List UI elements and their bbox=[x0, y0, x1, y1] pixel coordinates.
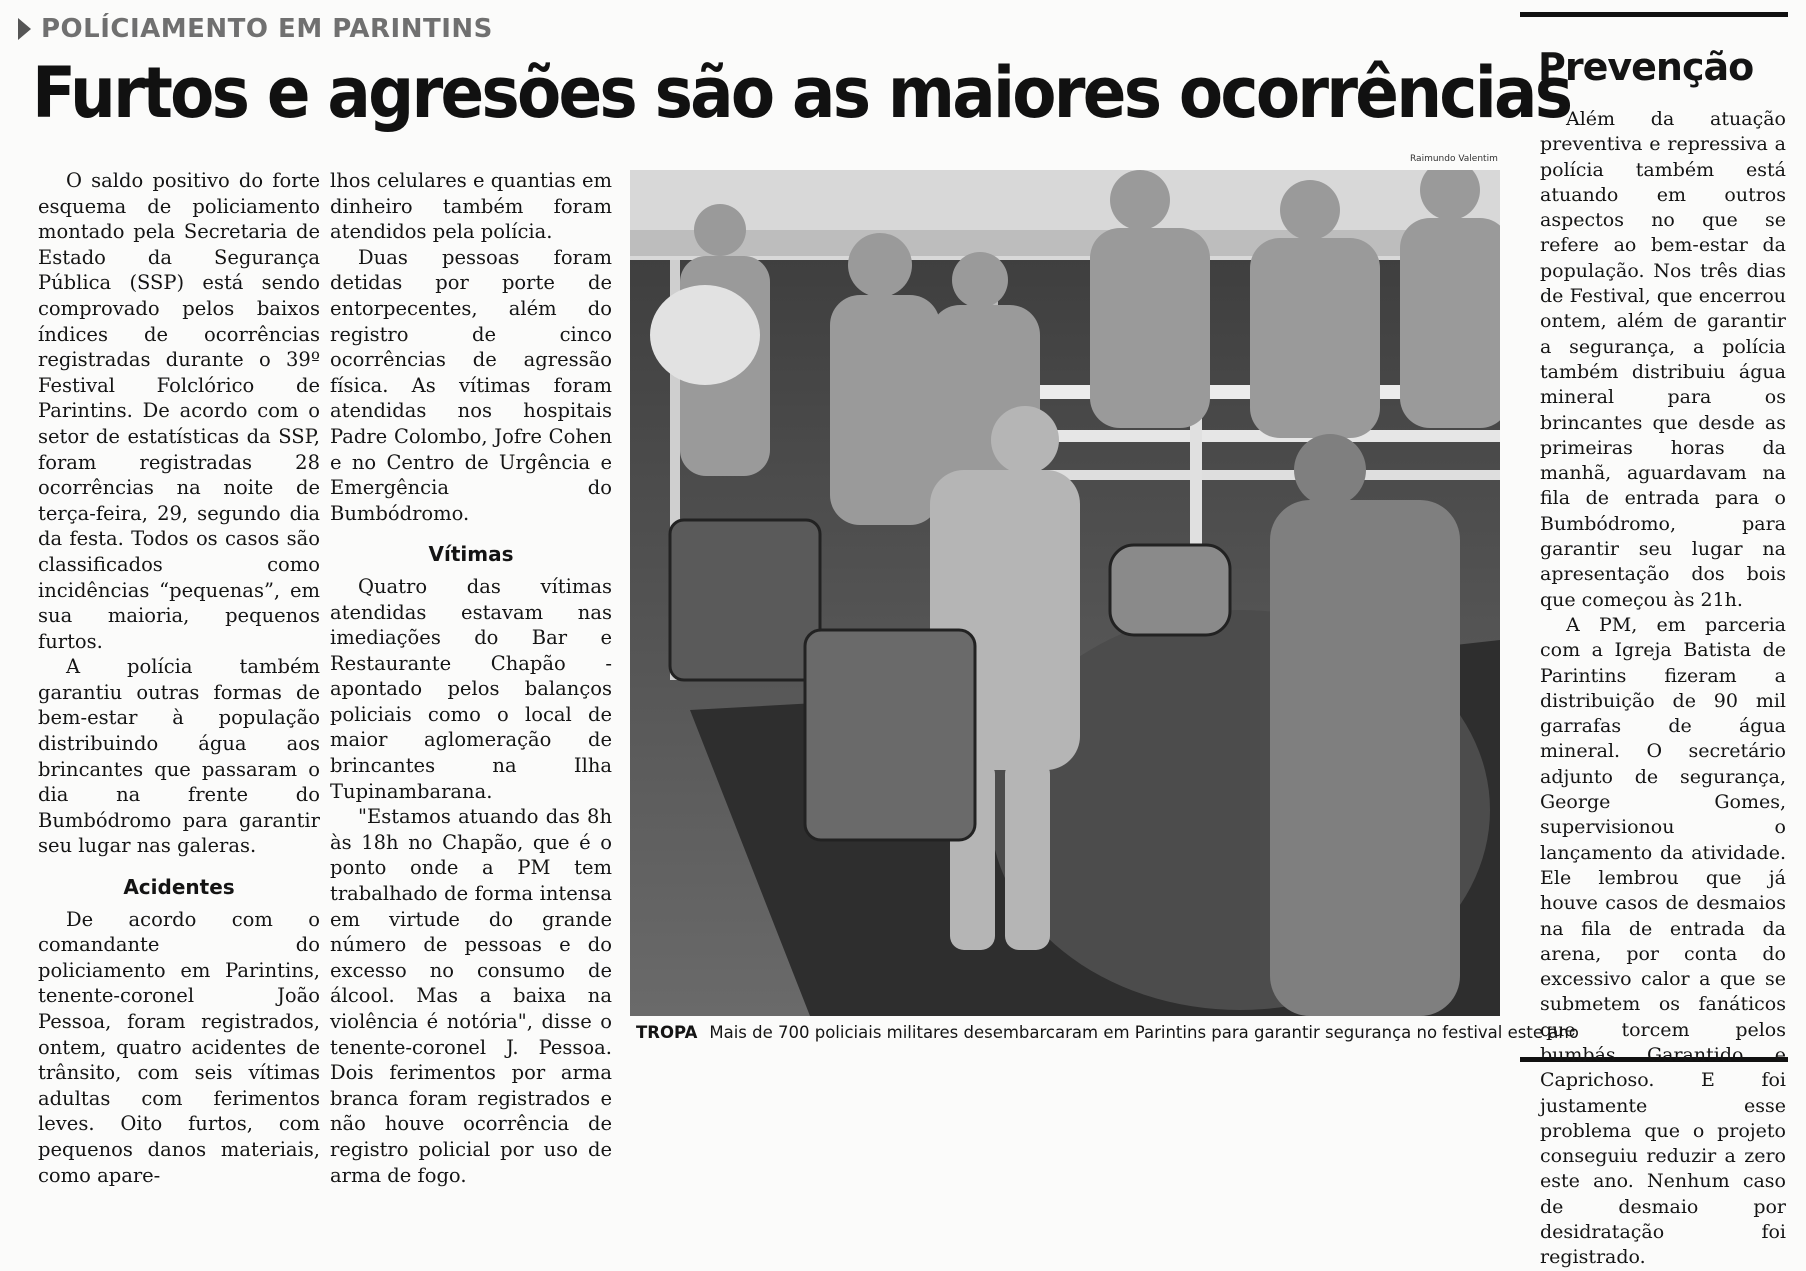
headline: Furtos e agresões são as maiores ocorrências bbox=[32, 52, 1571, 134]
sidebar-body bbox=[1540, 107, 1786, 1271]
paragraph: A polícia também garantiu outras formas de bem-estar à população distribuindo água aos brincantes que passaram o dia na frente do Bumbódromo para garantir seu lugar nas galeras. bbox=[38, 655, 320, 858]
section-kicker bbox=[18, 14, 493, 44]
subheading-acidentes: Acidentes bbox=[123, 875, 235, 900]
paragraph: Além da atuação preventiva e repressiva a polícia também está atuando em outros aspectos no que se refere ao bem-estar da população. Nos três dias de Festival, que encerrou ontem, além de garantir a segurança, a polícia também distribuiu água mineral para os brincantes que desde as primeiras horas da manhã, aguardavam na fila de entrada para o Bumbódromo, para garantir seu lugar na apresentação dos bois que começou às 21h. bbox=[1540, 108, 1786, 611]
sidebar-title: Prevenção bbox=[1538, 45, 1754, 89]
paragraph: "Estamos atuando das 8h às 18h no Chapão, que é o ponto onde a PM tem trabalhado de forma intensa em virtude do grande número de pessoas e do excesso no consumo de álcool. Mas a baixa na violência é notória", disse o tenente-coronel J. Pessoa. Dois ferimentos por arma branca foram registrados e não houve ocorrência de registro policial por uso de arma de fogo. bbox=[330, 805, 612, 1187]
news-photo bbox=[630, 170, 1500, 1016]
paragraph: Duas pessoas foram detidas por porte de entorpecentes, além do registro de cinco ocorrências de agressão física. As vítimas foram atendidas nos hospitais Padre Colombo, Jofre Cohen e no Centro de Urgência e Emergência do Bumbódromo. bbox=[330, 245, 612, 525]
paragraph: De acordo com o comandante do policiamento em Parintins, tenente-coronel João Pessoa, foram registrados, ontem, quatro acidentes de trânsito, com seis vítimas adultas com ferimentos leves. Oito furtos, com pequenos danos materiais, como apare- bbox=[38, 907, 320, 1187]
caption-label: TROPA bbox=[636, 1023, 698, 1042]
paragraph: Quatro das vítimas atendidas estavam nas imediações do Bar e Restaurante Chapão - apontado pelos balanços policiais como o local de maior aglomeração de brincantes na Ilha Tupinambarana. bbox=[330, 574, 612, 803]
sidebar-box bbox=[1520, 12, 1788, 1269]
paragraph: lhos celulares e quantias em dinheiro também foram atendidos pela polícia. bbox=[330, 169, 612, 244]
photo-credit: Raimundo Valentim bbox=[1410, 154, 1498, 164]
paragraph: A PM, em parceria com a Igreja Batista de Parintins fizeram a distribuição de 90 mil garrafas de água mineral. O secretário adjunto de segurança, George Gomes, supervisionou o lançamento da atividade. Ele lembrou que já houve casos de desmaios na fila de entrada da arena, por conta do excessivo calor a que se submetem os fanáticos que torcem pelos bumbás Garantido e Caprichoso. E foi justamente esse problema que o projeto conseguiu reduzir a zero este ano. Nenhum caso de desmaio por desidratação foi registrado. bbox=[1540, 613, 1786, 1269]
photo-caption bbox=[636, 1023, 1579, 1042]
article-column-1 bbox=[38, 168, 320, 1188]
caption-text: Mais de 700 policiais militares desembarcaram em Parintins para garantir segurança no festival este ano bbox=[709, 1023, 1579, 1042]
paragraph: O saldo positivo do forte esquema de policiamento montado pela Secretaria de Estado da Segurança Pública (SSP) está sendo comprovado pelos baixos índices de ocorrências registradas durante o 39º Festival Folclórico de Parintins. De acordo com o setor de estatísticas da SSP, foram registradas 28 ocorrências na noite de terça-feira, 29, segundo dia da festa. Todos os casos são classificados como incidências “pequenas”, em sua maioria, pequenos furtos. bbox=[38, 169, 320, 653]
kicker-text: POLÍCIAMENTO EM PARINTINS bbox=[41, 14, 493, 44]
article-column-2 bbox=[330, 168, 612, 1188]
subheading-vitimas: Vítimas bbox=[428, 542, 514, 567]
triangle-bullet-icon bbox=[18, 18, 31, 40]
photo-illustration bbox=[630, 170, 1500, 1016]
